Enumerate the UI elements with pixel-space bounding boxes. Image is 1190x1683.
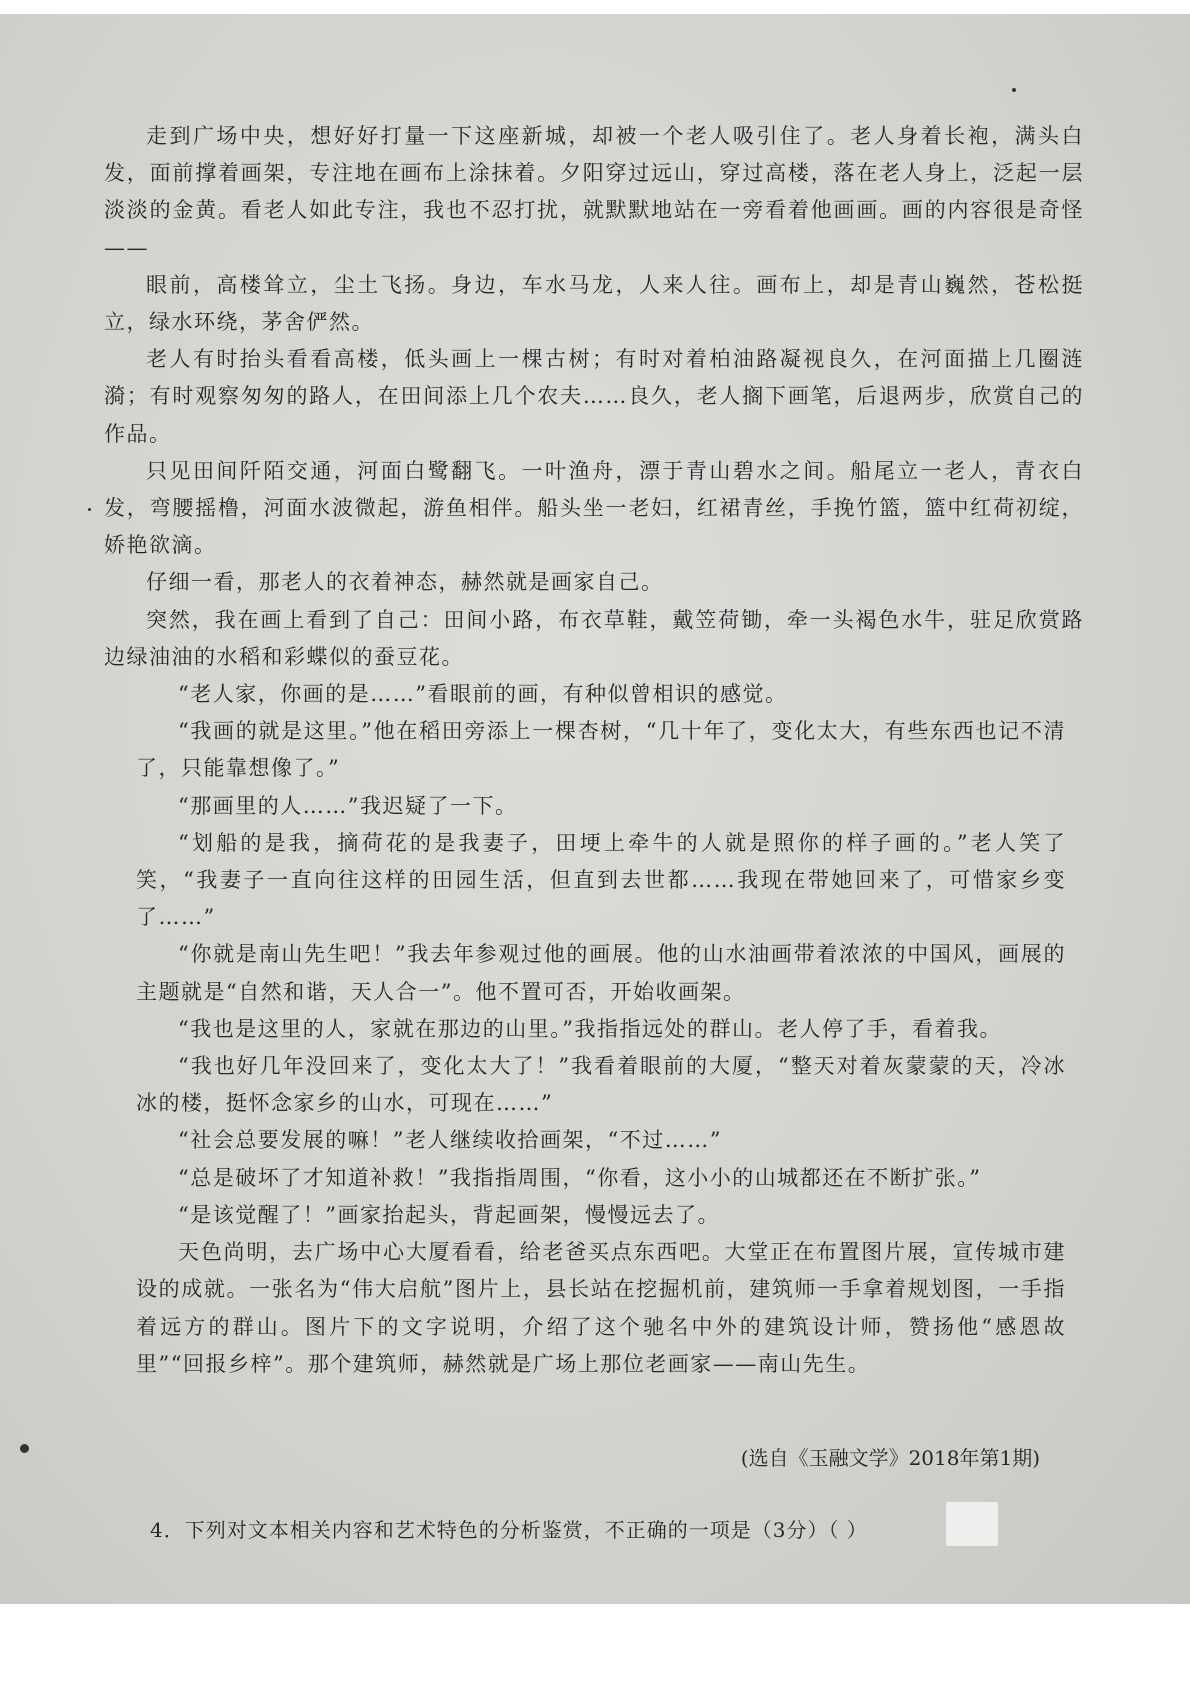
paragraph-2: 眼前，高楼耸立，尘土飞扬。身边，车水马龙，人来人往。画布上，却是青山巍然，苍松挺立，绿水环绕，茅舍俨然。 (104, 272, 1084, 335)
paragraph-13: “我也好几年没回来了，变化太大了！”我看着眼前的大厦，“整天对着灰蒙蒙的天，冷冰冰的楼，挺怀念家乡的山水，可现在……” (136, 1054, 1066, 1116)
paragraph-11: “你就是南山先生吧！”我去年参观过他的画展。他的山水油画带着浓浓的中国风，画展的主题就是“自然和谐，天人合一”。他不置可否，开始收画架。 (136, 942, 1066, 1004)
paragraph-12: “我也是这里的人，家就在那边的山里。”我指指远处的群山。老人停了手，看着我。 (178, 1016, 1002, 1041)
paragraph-9: “那画里的人……”我迟疑了一下。 (178, 793, 518, 818)
paragraph-4: 只见田间阡陌交通，河面白鹭翻飞。一叶渔舟，漂于青山碧水之间。船尾立一老人，青衣白发，弯腰摇橹，河面水波微起，游鱼相伴。船头坐一老妇，红裙青丝，手挽竹篮，篮中红荷初绽，娇艳欲滴。 (104, 458, 1084, 558)
paragraph-10: “划船的是我，摘荷花的是我妻子，田埂上牵牛的人就是照你的样子画的。”老人笑了笑，“我妻子一直向往这样的田园生活，但直到去世都……我现在带她回来了，可惜家乡变了……” (136, 830, 1066, 930)
scan-speck (1012, 88, 1016, 92)
paragraph-7: “老人家，你画的是……”看眼前的画，有种似曾相识的感觉。 (178, 682, 788, 707)
paragraph-17: 天色尚明，去广场中心大厦看看，给老爸买点东西吧。大堂正在布置图片展，宣传城市建设的成就。一张名为“伟大启航”图片上，县长站在挖掘机前，建筑师一手拿着规划图，一手指着远方的群山。图片下的文字说明，介绍了这个驰名中外的建筑设计师，赞扬他“感恩故里”“回报乡梓”。那个建筑师，赫然就是广场上那位老画家——南山先生。 (136, 1240, 1066, 1376)
paragraph-1: 走到广场中央，想好好打量一下这座新城，却被一个老人吸引住了。老人身着长袍，满头白发，面前撑着画架，专注地在画布上涂抹着。夕阳穿过远山，穿过高楼，落在老人身上，泛起一层淡淡的金黄。看老人如此专注，我也不忍打扰，就默默地站在一旁看着他画画。画的内容很是奇怪—— (104, 124, 1084, 260)
question-4: 4．下列对文本相关内容和艺术特色的分析鉴赏，不正确的一项是（3分）（ ） (150, 1518, 868, 1542)
scan-speck (20, 1444, 29, 1453)
paragraph-6: 突然，我在画上看到了自己：田间小路，布衣草鞋，戴笠荷锄，牵一头褐色水牛，驻足欣赏路边绿油油的水稻和彩蝶似的蚕豆花。 (104, 607, 1084, 669)
scanned-page (0, 14, 1190, 1604)
paragraph-3: 老人有时抬头看看高楼，低头画上一棵古树；有时对着柏油路凝视良久，在河面描上几圈涟漪；有时观察匆匆的路人，在田间添上几个农夫……良久，老人搁下画笔，后退两步，欣赏自己的作品。 (104, 347, 1084, 446)
story-text (104, 118, 1084, 1383)
answer-blank[interactable] (946, 1502, 998, 1546)
paragraph-16: “是该觉醒了！”画家抬起头，背起画架，慢慢远去了。 (178, 1202, 720, 1227)
paragraph-5: 仔细一看，那老人的衣着神态，赫然就是画家自己。 (146, 570, 664, 595)
source-citation: (选自《玉融文学》2018年第1期) (740, 1446, 1040, 1470)
paragraph-8: “我画的就是这里。”他在稻田旁添上一棵杏树，“几十年了，变化太大，有些东西也记不清了，只能靠想像了。” (136, 719, 1066, 781)
paragraph-14: “社会总要发展的嘛！”老人继续收拾画架，“不过……” (178, 1128, 722, 1153)
scan-speck (88, 508, 91, 511)
paragraph-15: “总是破坏了才知道补救！”我指指周围，“你看，这小小的山城都还在不断扩张。” (178, 1165, 982, 1190)
